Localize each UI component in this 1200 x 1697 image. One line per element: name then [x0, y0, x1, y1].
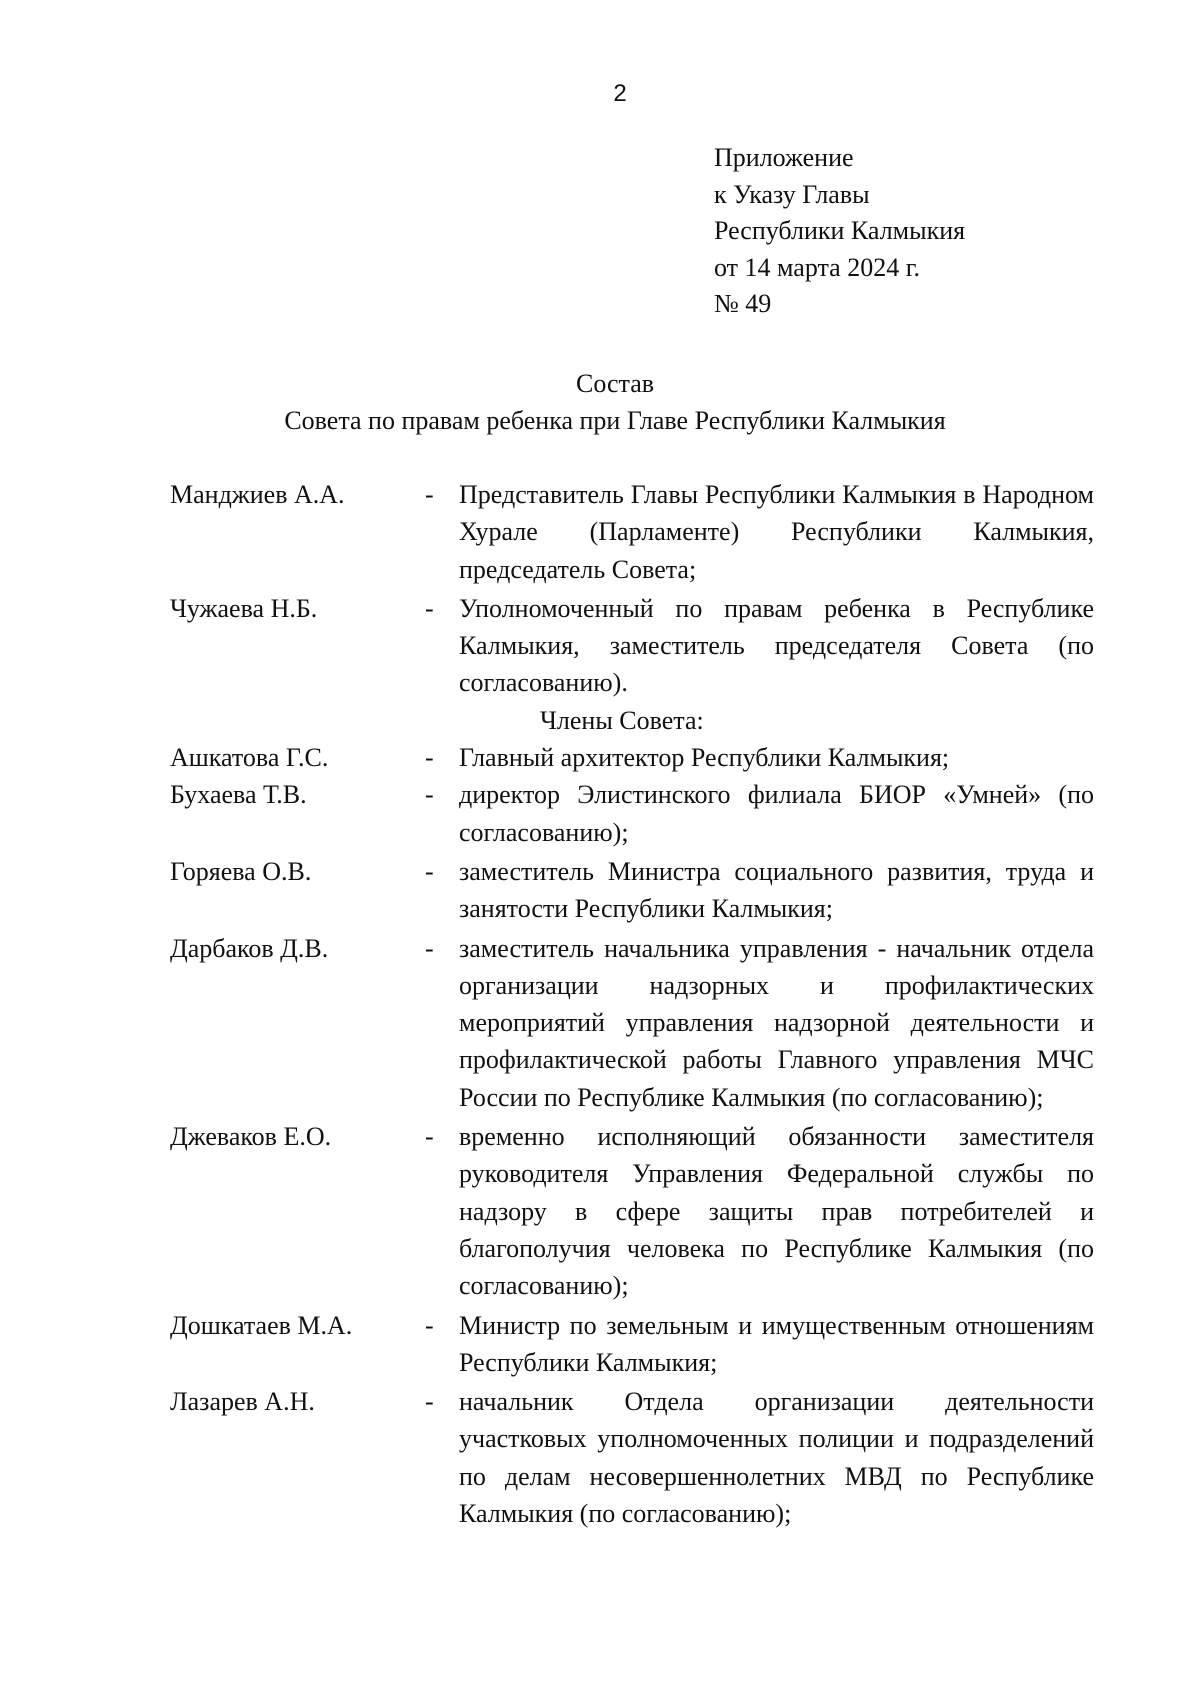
- appendix-line: к Указу Главы: [714, 179, 870, 209]
- member-role: Уполномоченный по правам ребенка в Республике Калмыкия, заместитель председателя Совета (по согласованию).: [459, 593, 1094, 698]
- list-item: [170, 853, 1100, 928]
- dash: -: [425, 1310, 434, 1340]
- dash: -: [425, 593, 434, 623]
- member-name: Дарбаков Д.В.: [170, 933, 329, 963]
- member-name: Горяева О.В.: [170, 856, 312, 886]
- appendix-line: от 14 марта 2024 г.: [714, 252, 920, 282]
- member-role: заместитель начальника управления - начальник отдела организации надзорных и профилактических мероприятий управления надзорной деятельности и профилактической работы Главного управления МЧС России по Республике Калмыкия (по согласованию);: [459, 933, 1094, 1112]
- list-item: [170, 739, 1100, 776]
- list-item: [170, 776, 1100, 851]
- member-role: директор Элистинского филиала БИОР «Умней» (по согласованию);: [459, 780, 1094, 847]
- appendix-block: [714, 140, 965, 323]
- title-line-2: Совета по правам ребенка при Главе Республики Калмыкия: [284, 406, 946, 435]
- member-role: временно исполняющий обязанности заместителя руководителя Управления Федеральной службы по надзору в сфере защиты прав потребителей и благополучия человека по Республике Калмыкия (по согласованию);: [459, 1122, 1094, 1301]
- appendix-line: № 49: [714, 289, 772, 318]
- member-role: заместитель Министра социального развития, труда и занятости Республики Калмыкия;: [459, 856, 1094, 924]
- list-item: [170, 1383, 1100, 1532]
- dash: -: [425, 856, 434, 886]
- member-role: Главный архитектор Республики Калмыкия;: [459, 743, 950, 773]
- list-item: [170, 1307, 1100, 1382]
- title-line-1: Состав: [575, 369, 655, 398]
- dash: -: [425, 480, 434, 509]
- member-name: Бухаева Т.В.: [170, 780, 307, 810]
- member-name: Ашкатова Г.С.: [170, 743, 329, 773]
- member-name: Джеваков Е.О.: [170, 1122, 332, 1152]
- dash: -: [425, 780, 434, 810]
- dash: -: [425, 933, 434, 963]
- dash: -: [425, 743, 434, 773]
- list-item: [170, 930, 1100, 1116]
- list-item: [170, 476, 1100, 588]
- list-item: [170, 590, 1100, 702]
- members-heading: Члены Совета:: [540, 705, 704, 735]
- appendix-line: Приложение: [714, 143, 854, 172]
- council-list: [170, 476, 1100, 1532]
- member-role: начальник Отдела организации деятельности участковых уполномоченных полиции и подразделений по делам несовершеннолетних МВД по Республике Калмыкия (по согласованию);: [459, 1387, 1094, 1529]
- dash: -: [425, 1122, 434, 1152]
- member-role: Министр по земельным и имущественным отношениям Республики Калмыкия;: [459, 1310, 1094, 1377]
- member-name: Лазарев А.Н.: [170, 1387, 315, 1417]
- page-number: 2: [613, 80, 627, 107]
- member-name: Дошкатаев М.А.: [170, 1310, 353, 1340]
- member-name: Манджиев А.А.: [170, 480, 345, 509]
- appendix-line: Республики Калмыкия: [714, 216, 966, 245]
- member-name: Чужаева Н.Б.: [170, 593, 318, 623]
- document-title: [0, 365, 1200, 439]
- dash: -: [425, 1387, 434, 1417]
- list-item: [170, 1118, 1100, 1304]
- member-role: Представитель Главы Республики Калмыкия в Народном Хурале (Парламенте) Республики Калмыкия, председатель Совета;: [459, 480, 1094, 584]
